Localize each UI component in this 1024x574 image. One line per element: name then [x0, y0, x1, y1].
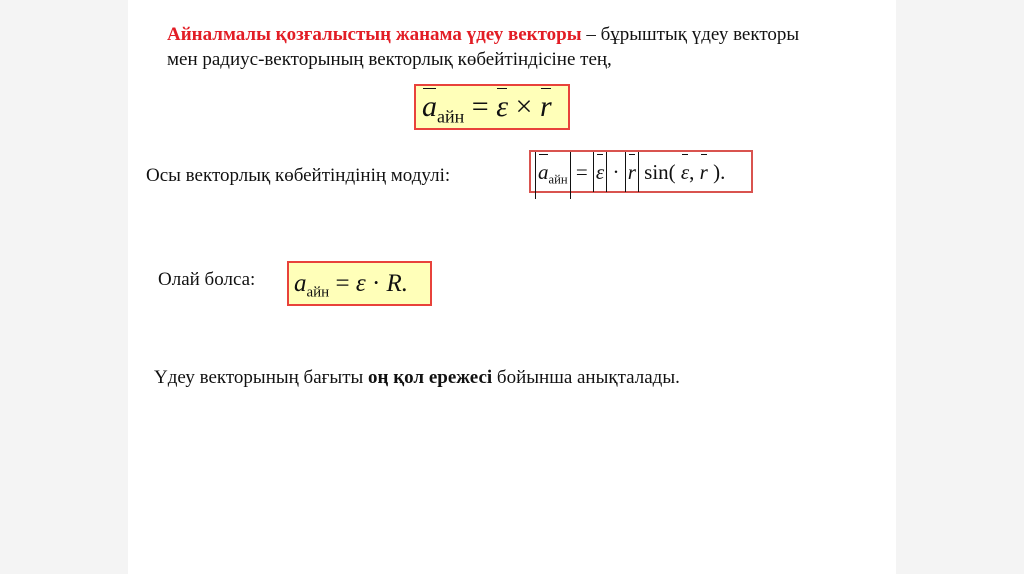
result-R: R.: [386, 270, 409, 297]
formula1-eps: ε: [496, 86, 508, 128]
result-eq: =: [329, 270, 356, 297]
formula1-cross: ×: [508, 90, 540, 123]
modulus-dot: ·: [607, 160, 625, 184]
modulus-close: ).: [707, 160, 726, 184]
modulus-label: Осы векторлық көбейтіндінің модулі:: [146, 165, 451, 186]
result-formula: [287, 261, 432, 306]
modulus-eq: =: [570, 160, 593, 184]
formula1-sub: айн: [437, 106, 465, 127]
modulus-sin-eps: ε: [681, 152, 689, 192]
modulus-sub: айн: [548, 172, 568, 187]
modulus-sin: sin(: [638, 160, 681, 184]
result-eps: ε: [355, 270, 366, 297]
result-sub: айн: [306, 284, 330, 301]
direction-bold: оң қол ережесі: [368, 367, 493, 388]
result-label: Олай болса:: [158, 269, 256, 290]
definition-term: Айналмалы қозғалыстың жанама үдеу векторы: [167, 24, 582, 45]
modulus-r: r: [628, 152, 636, 192]
definition-paragraph: [167, 22, 827, 72]
formula1-r: r: [540, 86, 552, 128]
modulus-formula: [529, 150, 753, 193]
direction-rule-text: [154, 367, 680, 389]
definition-text: – бұрыштық үдеу векторы мен радиус-векторының векторлық көбейтіндісіне тең,: [167, 24, 800, 70]
modulus-a: a: [538, 152, 549, 192]
modulus-eps: ε: [596, 152, 604, 192]
modulus-comma: ,: [689, 160, 700, 184]
result-dot: ·: [365, 270, 387, 297]
result-a: a: [294, 270, 307, 297]
direction-pre: Үдеу векторының бағыты: [154, 367, 369, 388]
direction-post: бойынша анықталады.: [492, 367, 680, 388]
modulus-sin-r: r: [700, 152, 708, 192]
formula1-a: a: [422, 86, 437, 128]
tangential-acceleration-formula: [414, 84, 570, 130]
formula1-eq: =: [464, 90, 497, 123]
